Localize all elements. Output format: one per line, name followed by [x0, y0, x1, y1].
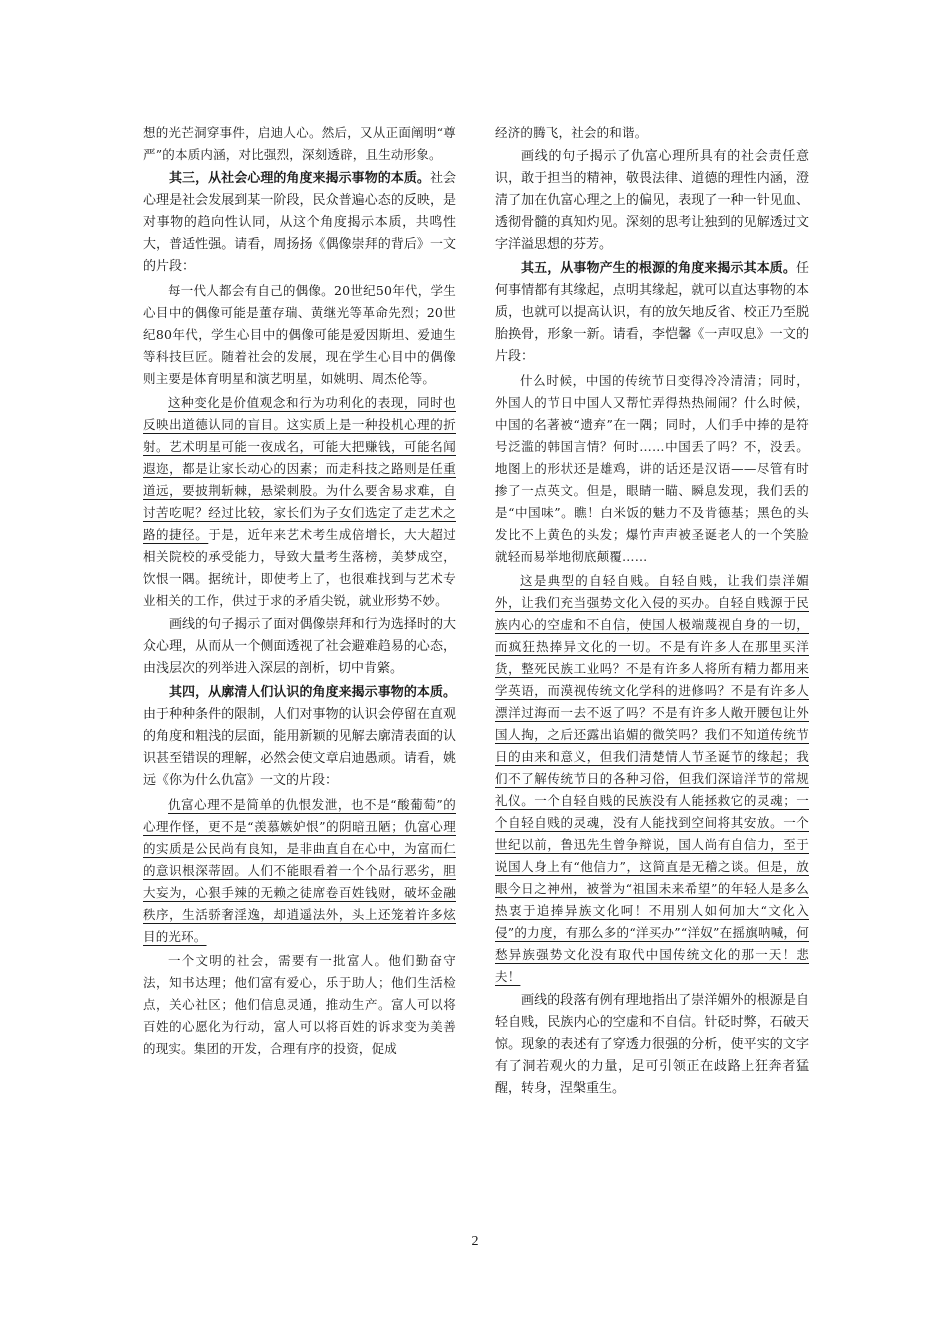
paragraph-point-four: [143, 682, 456, 792]
right-column: [495, 122, 809, 1102]
quote-idol-analysis: [143, 392, 456, 612]
underlined-sentence: 仇富心理不是简单的仇恨发泄，也不是“酸葡萄”的心理作怪，更不是“羡慕嫉妒恨”的阴暗丑陋；仇富心理的实质是公民尚有良知，是非曲直自在心中，为富而仁的意识根深蒂固。人们不能眼看着一个个品行恶劣，胆大妄为，心狠手辣的无赖之徒席卷百姓钱财，破坏金融秩序，生活骄奢淫逸，却逍遥法外，头上还笼着许多炫目的光环。: [143, 797, 456, 944]
paragraph-point-five: [495, 258, 809, 368]
point-five-heading: 其五，从事物产生的根源的角度来揭示其本质。: [521, 261, 796, 276]
commentary-paragraph: 画线的段落有例有理地指出了崇洋媚外的根源是自轻自贱，民族内心的空虚和不自信。针砭时弊，石破天惊。现象的表述有了穿透力很强的分析，使平实的文字有了洞若观火的力量，足可引领正在歧路上狂奔者猛醒，转身，涅槃重生。: [495, 993, 809, 1096]
underlined-paragraph: 这是典型的自轻自贱。自轻自贱，让我们崇洋媚外，让我们充当强势文化入侵的买办。自轻自贱源于民族内心的空虚和不自信，使国人极端蔑视自身的一切，而疯狂热捧异文化的一切。不是有许多人在那里买洋货，整死民族工业吗？不是有许多人将所有精力都用来学英语，而漠视传统文化学科的进修吗？不是有许多人漂洋过海而一去不返了吗？不是有许多人敞开腰包让外国人掏，之后还露出谄媚的微笑吗？我们不知道传统节日的由来和意义，但我们清楚情人节圣诞节的缘起；我们不了解传统节日的各种习俗，但我们深谙洋节的常规礼仪。一个自轻自贱的民族没有人能拯救它的灵魂；一个自轻自贱的灵魂，没有人能找到空间将其安放。一个世纪以前，鲁迅先生曾争辩说，国人尚有自信力，至于说国人身上有“他信力”，这简直是无稽之谈。但是，放眼今日之神州，被誉为“祖国未来希望”的年轻人是多么热衷于追捧异族文化呵！不用别人如何加大“文化入侵”的力度，有那么多的“洋买办”“洋奴”在摇旗呐喊，何愁异族强势文化没有取代中国传统文化的那一天！悲夫！: [495, 573, 809, 984]
quote-idol-worship: 每一代人都会有自己的偶像。20世纪50年代，学生心目中的偶像可能是董存瑞、黄继光等革命先烈；20世纪80年代，学生心目中的偶像可能是爱因斯坦、爱迪生等科技巨匠。随着社会的发展，现在学生心目中的偶像则主要是体育明星和演艺明星，如姚明、周杰伦等。: [143, 283, 456, 386]
commentary-paragraph: 画线的句子揭示了面对偶像崇拜和行为选择时的大众心理，从而从一个侧面透视了社会避难趋易的心态，由浅层次的列举进入深层的剖析，切中肯綮。: [143, 617, 456, 676]
point-three-body: 社会心理是社会发展到某一阶段，民众普遍心态的反映，是对事物的趋向性认同，从这个角度揭示本质，共鸣性大，普适性强。请看，周扬扬《偶像崇拜的背后》一文的片段：: [143, 171, 456, 274]
quote-lost-flavor: 什么时候，中国的传统节日变得冷冷清清；同时，外国人的节日中国人又帮忙弄得热热闹闹？什么时候，中国的名著被“遗弃”在一隅；同时，人们手中捧的是符号泛滥的韩国言情？何时……中国丢了吗？不，没丢。地图上的形状还是雄鸡，讲的话还是汉语——尽管有时掺了一点英文。但是，眼睛一瞄、瞬息发现，我们丢的是“中国味”。瞧！白米饭的魅力不及肯德基；黑色的头发比不上黄色的头发；爆竹声声被圣诞老人的一个笑脸就轻而易举地彻底颠覆……: [495, 373, 809, 564]
point-three-heading: 其三，从社会心理的角度来揭示事物的本质。: [169, 171, 430, 186]
quote-continuation: 经济的腾飞，社会的和谐。: [495, 125, 648, 140]
quote-self-contempt: [495, 570, 809, 988]
quote-idol-analysis-rest: 于是，近年来艺术考生成倍增长，大大超过相关院校的承受能力，导致大量考生落榜，美梦成空，饮恨一隅。据统计，即使考上了，也很难找到与艺术专业相关的工作，供过于求的矛盾尖锐，就业形势不妙。: [143, 527, 456, 608]
quote-hate-rich: [143, 794, 456, 948]
point-four-body: 由于种种条件的限制，人们对事物的认识会停留在直观的角度和粗浅的层面，能用新颖的见解去廓清表面的认识甚至错误的理解，必然会使文章启迪愚顽。请看，姚远《你为什么仇富》一文的片段：: [143, 707, 456, 788]
underlined-sentence: 这种变化是价值观念和行为功利化的表现，同时也反映出道德认同的盲目。这实质上是一种投机心理的折射。艺术明星可能一夜成名，可能大把赚钱，可能名闻遐迩，都是让家长动心的因素；而走科技之路则是任重道远，要披荆斩棘，悬梁刺股。为什么要舍易求难，自讨苦吃呢？经过比较，家长们为子女们选定了走艺术之路的捷径。: [143, 395, 456, 542]
commentary-paragraph: 画线的句子揭示了仇富心理所具有的社会责任意识，敢于担当的精神，敬畏法律、道德的理性内涵，澄清了加在仇富心理之上的偏见，表现了一种一针见血、透彻骨髓的真知灼见。深刻的思考让独到的见解透过文字洋溢思想的芬芳。: [495, 149, 809, 252]
quote-civilized-society: 一个文明的社会，需要有一批富人。他们勤奋守法，知书达理；他们富有爱心，乐于助人；他们生活检点，关心社区；他们信息灵通，推动生产。富人可以将百姓的心愿化为行动，富人可以将百姓的诉求变为美善的现实。集团的开发，合理有序的投资，促成: [143, 953, 456, 1056]
page-number: 2: [471, 1234, 479, 1249]
point-five-body: 任何事情都有其缘起，点明其缘起，就可以直达事物的本质，也就可以提高认识，有的放矢地反省、校正乃至脱胎换骨，形象一新。请看，李恺馨《一声叹息》一文的片段：: [495, 261, 809, 364]
left-column: [143, 122, 456, 1062]
paragraph-continuation: 想的光芒洞穿事件，启迪人心。然后，又从正面阐明“尊严”的本质内涵，对比强烈，深刻透辟，且生动形象。: [143, 125, 456, 162]
point-four-heading: 其四，从廓清人们认识的角度来揭示事物的本质。: [169, 685, 456, 700]
paragraph-point-three: [143, 168, 456, 278]
